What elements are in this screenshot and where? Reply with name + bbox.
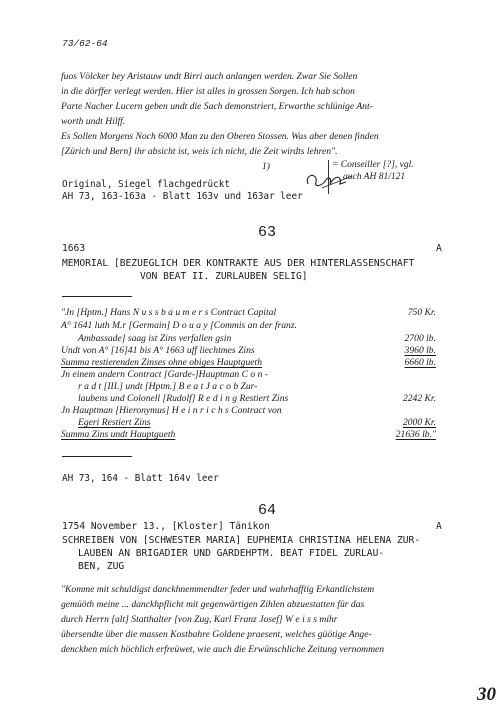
doc64-title-line-1: SCHREIBEN VON [SCHWESTER MARIA] EUPHEMIA CHRISTINA HELENA ZUR- <box>62 535 421 546</box>
table-amount: 21636 lb." <box>395 429 436 440</box>
table-amount: 2700 lb. <box>404 333 436 344</box>
table-row: Egeri Restiert Zins <box>78 417 151 428</box>
footnote-text-2: auch AH 81/121 <box>343 172 406 182</box>
letter-top-line-4: worth undt Hilff. <box>61 116 126 127</box>
footnote-text-1: = Conseiller [?], vgl. <box>332 160 414 170</box>
table-amount: 750 Kr. <box>407 307 436 318</box>
table-row: Summa Zins undt Hauptgueth <box>61 429 176 440</box>
doc63-letter: A <box>436 243 442 254</box>
table-amount: 3960 lb. <box>404 345 436 356</box>
table-row: Jn Hauptman [Hieronymus] H e i n r i c h s Contract von <box>61 405 282 416</box>
table-row: "Jn [Hptm.] Hans N u s s b a u m e r s Contract Capital <box>61 307 277 318</box>
page-reference: 73/62-64 <box>62 38 108 49</box>
letter-top-line-2: in die dörffer verlegt werden. Hier ist alles in grossen Sorgen. Ich hab schon <box>61 86 355 97</box>
doc63-title-line-1: MEMORIAL [BEZUEGLICH DER KONTRAKTE AUS DER HINTERLASSENSCHAFT <box>62 258 415 269</box>
letter-top-line-6: [Zürich und Bern] ihr absicht ist, weis ich nicht, die Zeit wirdts lehren". <box>61 146 338 157</box>
letter-top-line-5: Es Sollen Morgens Noch 6000 Man zu den Oberen Stossen. Was aber denen finden <box>61 131 379 142</box>
document-number-64: 64 <box>258 502 277 519</box>
table-row: A° 1641 luth M.r [Germain] D o u a y [Commis an der franz. <box>61 320 297 331</box>
doc63-source: AH 73, 164 - Blatt 164v leer <box>62 473 219 484</box>
page-number: 30 <box>477 684 496 705</box>
doc63-year: 1663 <box>62 243 86 254</box>
source-original: Original, Siegel flachgedrückt <box>62 179 230 190</box>
divider-bottom <box>62 456 132 457</box>
table-row: Ambassade] saag ist Zins verfallen gsin <box>78 333 232 344</box>
letter-bottom-line-4: übersendte über die massen Kostbahre Goldene praesent, welches güötige Ange- <box>61 629 372 640</box>
letter-bottom-line-5: denckhen mich höchlich erfreüwet, wie auch die Erwünschliche Zeitung vernommen <box>61 644 385 655</box>
table-row: Undt von A° [16]41 bis A° 1663 uff liechtmes Zins <box>61 345 255 356</box>
table-row: Summa restierenden Zinses ohne obiges Hauptgueth <box>61 357 262 368</box>
letter-bottom-line-3: durch Herrn [alt] Statthalter [von Zug, Karl Franz Josef] W e i s s mihr <box>61 614 338 625</box>
table-amount: 2000 Kr. <box>402 417 436 428</box>
footnote-marker: 1) <box>262 162 270 172</box>
doc63-title-line-2: VON BEAT II. ZURLAUBEN SELIG] <box>140 271 308 282</box>
letter-bottom-line-1: "Komme mit schuldigst danckhnemmendter feder und wahrhafftig Erkantlichstem <box>61 584 375 595</box>
letter-bottom-line-2: gemüöth meine ... danckhpflicht mit gegenwärtigen Zihlen abzuestatten für das <box>61 599 365 610</box>
doc64-title-line-2: LAUBEN AN BRIGADIER UND GARDEHPTM. BEAT FIDEL ZURLAU- <box>78 548 385 559</box>
signature-bracket <box>328 160 329 194</box>
document-number-63: 63 <box>258 224 277 241</box>
source-archive: AH 73, 163-163a - Blatt 163v und 163ar leer <box>62 191 303 202</box>
table-amount: 6660 lb. <box>404 357 436 368</box>
doc64-letter: A <box>436 521 442 532</box>
letter-top-line-3: Parte Nacher Lucern geben undt die Sach demonstriert, Erwarthe schlünige Ant- <box>61 101 373 112</box>
letter-top-line-1: fuos Völcker bey Aristauw undt Birri auch anlangen werden. Zwar Sie Sollen <box>61 71 358 82</box>
table-row: r a d t [III.] undt [Hptm.] B e a t J a c o b Zur- <box>78 381 258 392</box>
table-row: Jn einem andern Contract [Garde-]Hauptman C o n - <box>61 369 268 380</box>
divider-top <box>62 296 132 297</box>
doc64-date-line: 1754 November 13., [Kloster] Tänikon <box>62 521 270 532</box>
doc64-title-line-3: BEN, ZUG <box>78 561 125 572</box>
table-row: laubens und Colonell [Rudolf] R e d i n g Restiert Zins <box>78 393 289 404</box>
table-amount: 2242 Kr. <box>402 393 436 404</box>
